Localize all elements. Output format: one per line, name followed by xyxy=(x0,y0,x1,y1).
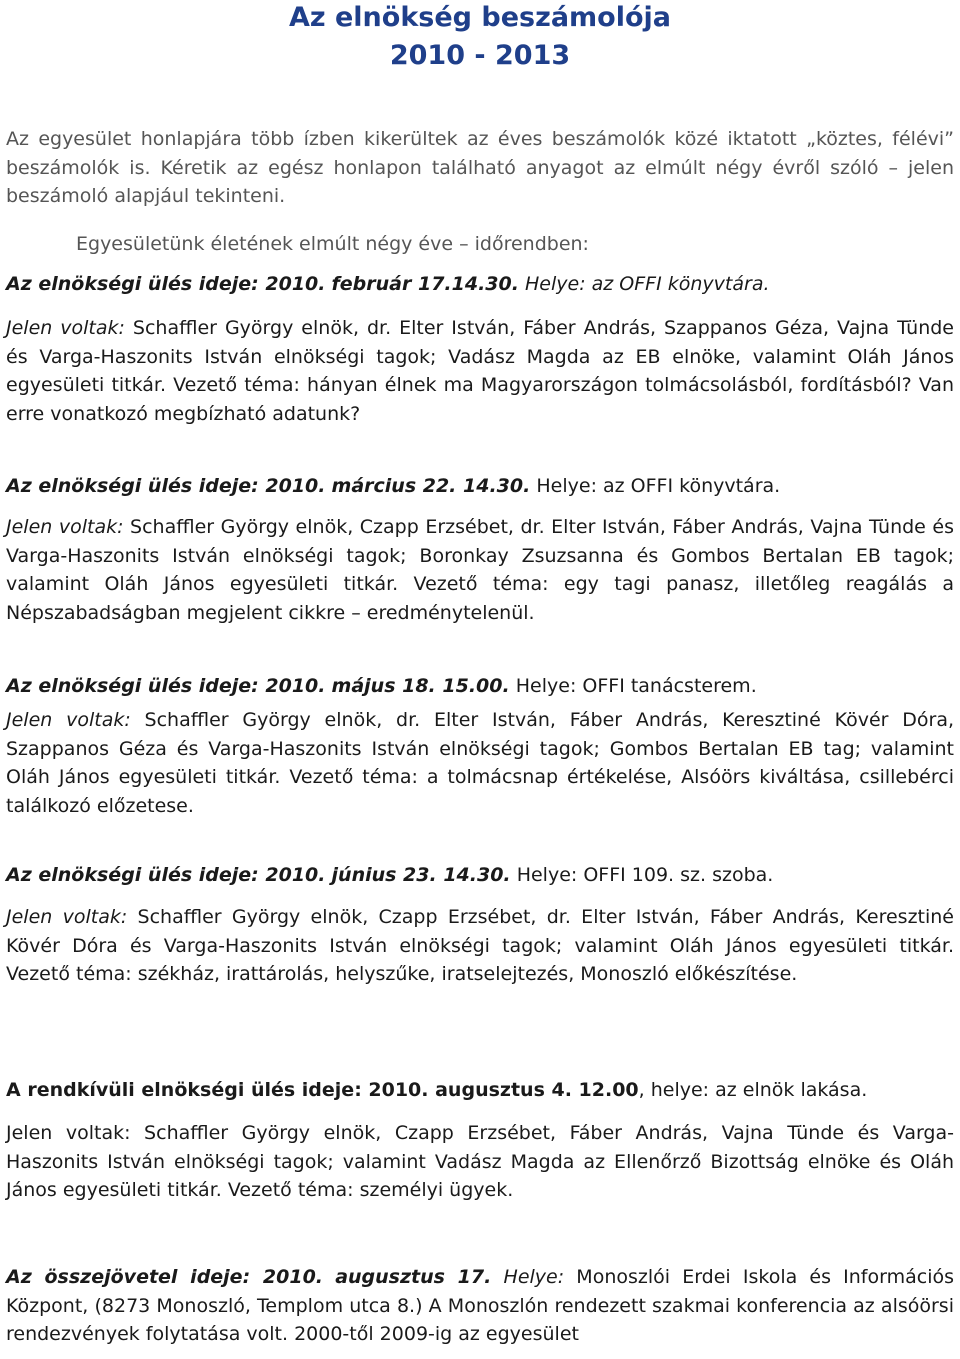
meeting-date: február 17.14.30. xyxy=(331,273,519,295)
meeting-text: Schaffler György elnök, dr. Elter István, Fáber András, Keresztiné Kövér Dóra, Szappanos Géza és Varga-Haszonits István elnökségi tagok; Gombos Bertalan EB tag; valamint Oláh János egyesületi titkár. Vezető téma: a tolmácsnap értékelése, Alsóörs kiváltása, csillebérci találkozó előzetese. xyxy=(6,709,954,817)
assembly-place-label: Helye: xyxy=(503,1266,565,1288)
document-title: Az elnökség beszámolója xyxy=(288,2,672,33)
present-label: Jelen voltak: xyxy=(6,516,124,538)
extra-meeting-body: Jelen voltak: Schaffler György elnök, Czapp Erzsébet, Fáber András, Vajna Tünde és Varga-Haszonits István elnökségi tagok; valamint Vadász Magda az Ellenőrző Bizottság elnöke és Oláh János egyesületi titkár. Vezető téma: személyi ügyek. xyxy=(6,1122,954,1202)
meeting-2-body xyxy=(6,513,954,627)
meeting-place: Helye: OFFI tanácsterem. xyxy=(515,675,757,697)
meeting-date: június 23. 14.30. xyxy=(331,864,511,886)
meeting-1-body xyxy=(6,314,954,428)
meeting-text: Schaffler György elnök, dr. Elter István, Fáber András, Szappanos Géza, Vajna Tünde és Varga-Haszonits István elnökségi tagok; Vadász Magda az EB elnöke, valamint Oláh János egyesületi titkár. Vezető téma: hányan élnek ma Magyarországon tolmácsolásból, fordításból? Van erre vonatkozó megbízható adatunk? xyxy=(6,317,954,425)
meeting-4-header xyxy=(6,861,954,890)
meeting-date: május 18. 15.00. xyxy=(331,675,510,697)
meeting-text: Schaffler György elnök, Czapp Erzsébet, dr. Elter István, Fáber András, Vajna Tünde és Varga-Haszonits István elnökségi tagok; Boronkay Zsuzsanna és Gombos Bertalan EB tagok; valamint Oláh János egyesületi titkár. Vezető téma: egy tagi panasz, illetőleg reagálás a Népszabadságban megjelent cikkre – eredménytelenül. xyxy=(6,516,954,624)
meeting-3-header xyxy=(6,672,954,701)
intro-paragraph: Az egyesület honlapjára több ízben kikerültek az éves beszámolók közé iktatott „köztes, félévi” beszámolók is. Kéretik az egész honlapon található anyagot az elmúlt négy évről szóló – jelen beszámoló alapjául tekinteni. xyxy=(6,128,954,208)
meeting-label: Az elnökségi ülés ideje: 2010. xyxy=(6,273,326,295)
assembly-date: augusztus 17. xyxy=(335,1266,492,1288)
meeting-place: Helye: OFFI 109. sz. szoba. xyxy=(516,864,774,886)
assembly-paragraph xyxy=(6,1263,954,1349)
meeting-1-header xyxy=(6,270,954,299)
extra-meeting-header xyxy=(6,1076,954,1105)
present-label: Jelen voltak: xyxy=(6,906,128,928)
meeting-text: Schaffler György elnök, Czapp Erzsébet, dr. Elter István, Fáber András, Keresztiné Kövér Dóra és Varga-Haszonits István elnökségi tagok; valamint Oláh János egyesületi titkár. Vezető téma: székház, irattárolás, helyszűke, iratselejtezés, Monoszló előkészítése. xyxy=(6,906,954,986)
meeting-label: Az elnökségi ülés ideje: 2010. xyxy=(6,475,326,497)
meeting-3-body xyxy=(6,706,954,820)
meeting-date: március 22. 14.30. xyxy=(331,475,531,497)
extra-meeting-label: A rendkívüli elnökségi ülés ideje: 2010. augusztus 4. 12.00 xyxy=(6,1079,639,1101)
meeting-4-body xyxy=(6,903,954,989)
meeting-label: Az elnökségi ülés ideje: 2010. xyxy=(6,675,326,697)
extra-meeting-place: , helye: az elnök lakása. xyxy=(638,1079,868,1101)
meeting-place: Helye: az OFFI könyvtára. xyxy=(536,475,781,497)
timeline-heading: Egyesületünk életének elmúlt négy éve – időrendben: xyxy=(76,233,589,255)
meeting-label: Az elnökségi ülés ideje: 2010. xyxy=(6,864,326,886)
assembly-text: Monoszlói Erdei Iskola és Információs Központ, (8273 Monoszló, Templom utca 8.) A Monoszlón rendezett szakmai konferencia az alsóörsi rendezvények folytatása volt. 2000-től 2009-ig az egyesület xyxy=(6,1266,954,1346)
meeting-2-header xyxy=(6,472,954,501)
meeting-place: Helye: az OFFI könyvtára. xyxy=(525,273,770,295)
present-label: Jelen voltak: xyxy=(6,709,131,731)
document-years: 2010 - 2013 xyxy=(389,40,571,71)
present-label: Jelen voltak: xyxy=(6,317,125,339)
assembly-label: Az összejövetel ideje: 2010. xyxy=(6,1266,324,1288)
